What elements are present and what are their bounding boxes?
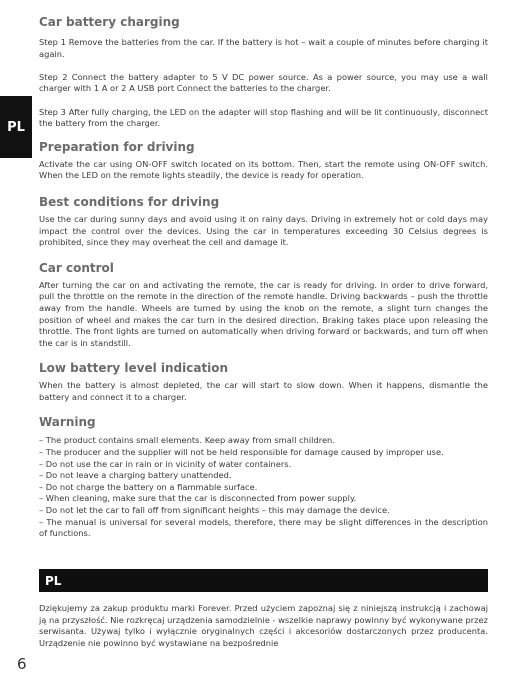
section-title-low-battery: Low battery level indication <box>39 361 229 376</box>
manual-content <box>39 14 488 540</box>
low-battery-text: When the battery is almost depleted, the car will start to slow down. When it happens, dismantle the battery and connect it to a charger. <box>39 380 488 402</box>
warning-item: – Do not use the car in rain or in vicinity of water containers. <box>39 458 292 469</box>
preparation-text: Activate the car using ON-OFF switch located on its bottom. Then, start the remote using ON-OFF switch. When the LED on the remote lights steadily, the device is ready for operation. <box>39 158 488 181</box>
page-number: 6 <box>17 655 27 673</box>
polish-section-header: PL <box>39 569 488 592</box>
warning-item: – Do not charge the battery on a flammable surface. <box>39 481 258 492</box>
section-title-preparation: Preparation for driving <box>39 139 195 154</box>
warning-list <box>39 435 488 539</box>
charging-step: Step 2 Connect the battery adapter to 5 V DC power source. As a power source, you may use a wall charger with 1 A or 2 A USB port Connect the batteries to the charger. <box>39 71 488 94</box>
charging-step: Step 3 After fully charging, the LED on the adapter will stop flashing and will be lit continuously, disconnect the battery from the charger. <box>39 106 488 129</box>
conditions-text: Use the car during sunny days and avoid using it on rainy days. Driving in extremely hot or cold days may impact the control over the devices. Using the car in temperatures exceeding 30 Celsius degrees is prohibited, since they may overheat the cell and damage it. <box>39 213 488 248</box>
warning-item: – Do not let the car to fall off from significant heights – this may damage the device. <box>39 505 390 516</box>
control-text: After turning the car on and activating the remote, the car is ready for driving. In order to drive forward, pull the throttle on the remote in the direction of the remote handle. Driving backwards – push the throttle away from the handle. Wheels are turned by using the knob on the remote, a slight turn changes the position of wheel and makes the car turn in the desired direction. Braking takes place upon releasing the throttle. The front lights are turned on automatically when driving forward or backwards, and turn off when the car is in standstill. <box>39 279 488 348</box>
language-tab: PL <box>0 96 32 158</box>
warning-item: – The manual is universal for several models, therefore, there may be slight differences in the description of functions. <box>39 516 488 539</box>
warning-item: – Do not leave a charging battery unattended. <box>39 470 232 481</box>
section-title-charging: Car battery charging <box>39 15 180 29</box>
polish-text: Dziękujemy za zakup produktu marki Forever. Przed użyciem zapoznaj się z niniejszą instrukcją i zachowaj ją na przyszłość. Nie rozkręcaj urządzenia samodzielnie - wszelkie naprawy powinny być wykonywane przez serwisanta. Używaj tylko i wyłącznie oryginalnych części i akcesoriów dostarczonych przez producenta. Urządzenie nie powinno być wystawiane na bezpośrednie <box>39 603 488 648</box>
charging-steps <box>39 37 488 130</box>
section-title-warning: Warning <box>39 415 96 430</box>
warning-item: – When cleaning, make sure that the car is disconnected from power supply. <box>39 493 357 504</box>
section-title-conditions: Best conditions for driving <box>39 194 220 209</box>
charging-step: Step 1 Remove the batteries from the car. If the battery is hot – wait a couple of minutes before charging it again. <box>39 37 488 59</box>
warning-item: – The product contains small elements. Keep away from small children. <box>39 435 335 446</box>
polish-intro <box>39 603 488 649</box>
warning-item: – The producer and the supplier will not be held responsible for damage caused by improper use. <box>39 447 444 458</box>
section-title-control: Car control <box>39 260 114 275</box>
